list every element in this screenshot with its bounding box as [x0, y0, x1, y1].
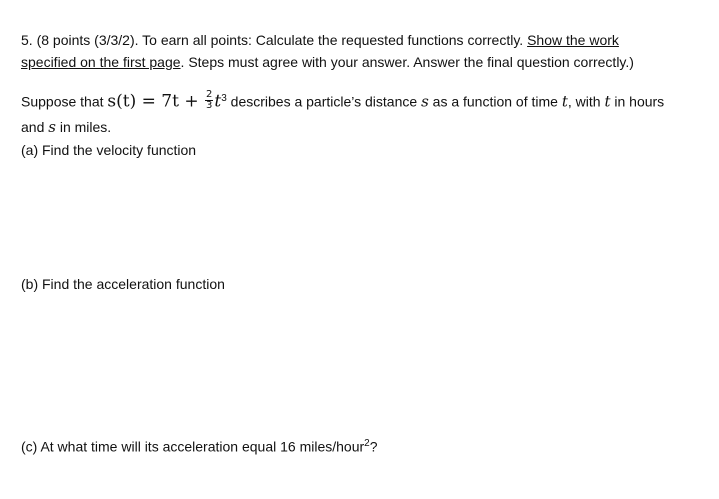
- variable-t: t: [561, 92, 568, 111]
- problem-header-text-2: . Steps must agree with your answer. Answer the final question correctly.): [180, 54, 634, 70]
- variable-t-2: t: [604, 92, 611, 111]
- problem-header-line-2: [21, 53, 634, 71]
- fraction-numerator: 2: [205, 89, 213, 101]
- problem-statement-line-1: [21, 88, 664, 113]
- statement-text-3: , with: [567, 93, 605, 110]
- part-a-question: (a) Find the velocity function: [21, 142, 197, 158]
- statement-text-2: as a function of time: [428, 93, 562, 110]
- show-work-link-part2[interactable]: specified on the first page: [21, 54, 181, 70]
- equation-fraction: [205, 90, 213, 111]
- equation-exponent: 3: [221, 93, 227, 104]
- statement-intro: Suppose that: [21, 93, 108, 110]
- show-work-link-part1[interactable]: Show the work: [527, 32, 619, 48]
- statement-text-4: in hours: [610, 93, 665, 110]
- problem-statement-line-2: [21, 118, 111, 136]
- fraction-denominator: 3: [205, 100, 213, 112]
- part-c-question: [21, 435, 378, 456]
- problem-header-line-1: [21, 31, 619, 49]
- statement-text-5: and: [21, 119, 49, 135]
- statement-text-6: in miles.: [55, 119, 112, 135]
- equation-lhs: s(t) = 7t +: [107, 91, 204, 112]
- problem-header-text: 5. (8 points (3/3/2). To earn all points: Calculate the requested functions correctly.: [21, 32, 528, 48]
- statement-text-1: describes a particle’s distance: [226, 93, 422, 110]
- equation-t: t: [214, 91, 222, 112]
- part-c-exponent: 2: [364, 438, 370, 449]
- variable-s-2: s: [48, 118, 56, 136]
- variable-s: s: [421, 92, 429, 111]
- part-c-text: (c) At what time will its acceleration equal 16 miles/hour: [21, 438, 365, 455]
- part-c-suffix: ?: [369, 438, 378, 455]
- part-b-question: (b) Find the acceleration function: [21, 276, 225, 292]
